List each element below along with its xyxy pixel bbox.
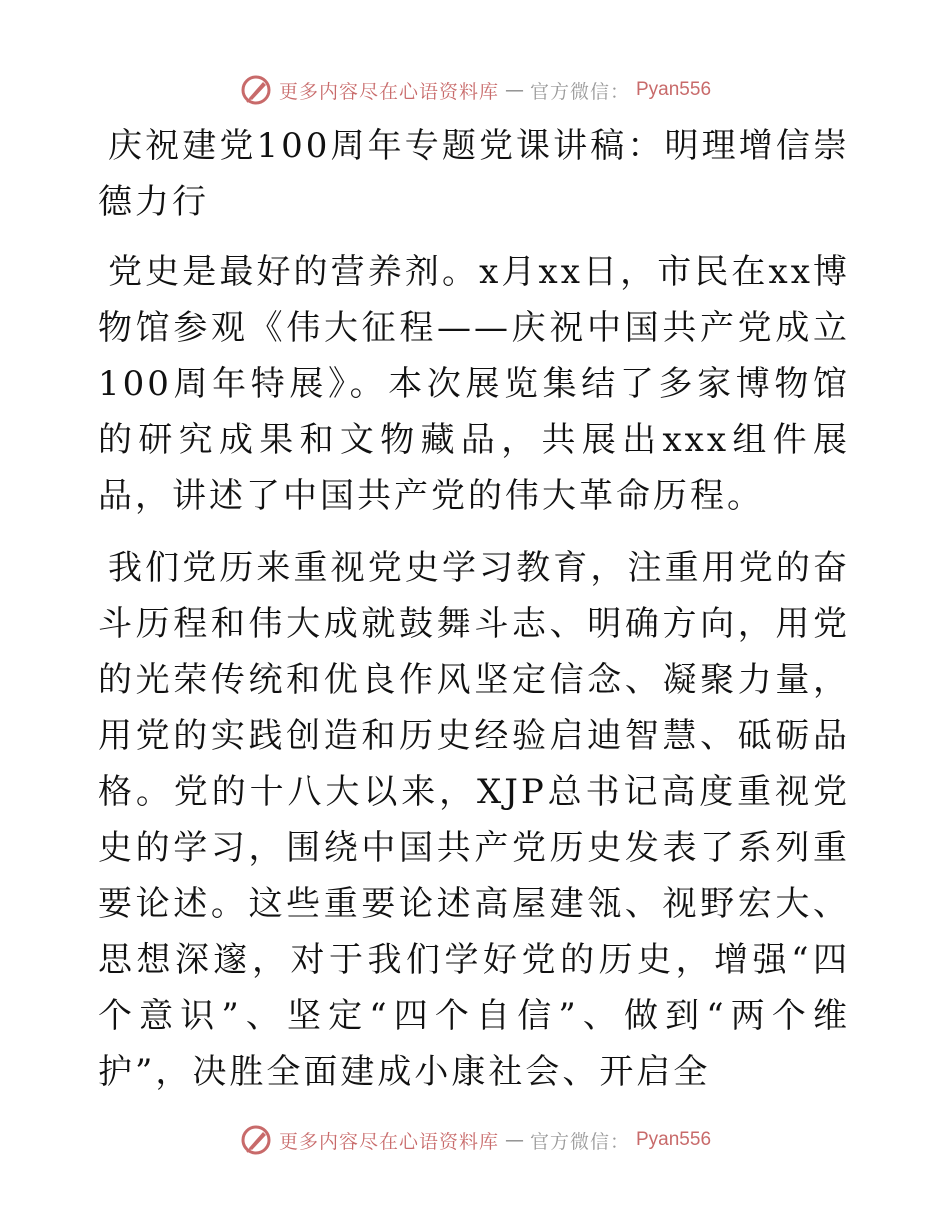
watermark-banner-bottom xyxy=(0,1122,950,1158)
watermark-wechat-id: Pyan556 xyxy=(636,79,712,100)
watermark-official-label: 官方微信： xyxy=(529,1130,630,1153)
watermark-text: 更多内容尽在心语资料库 xyxy=(278,80,499,103)
watermark-dash: — xyxy=(504,79,524,101)
quill-circle-logo-icon xyxy=(239,73,273,107)
watermark-dash: — xyxy=(504,1129,524,1151)
document-title: 庆祝建党100周年专题党课讲稿：明理增信崇德力行 xyxy=(98,126,850,222)
watermark-banner-top xyxy=(0,72,950,108)
paragraph-2: 我们党历来重视党史学习教育，注重用党的奋斗历程和伟大成就鼓舞斗志、明确方向，用党的光荣传统和优良作风坚定信念、凝聚力量，用党的实践创造和历史经验启迪智慧、砥砺品格。党的十八大以来，XJP总书记高度重视党史的学习，围绕中国共产党历史发表了系列重要论述。这些重要论述高屋建瓴、视野宏大、思想深邃，对于我们学好党的历史，增强“四个意识”、坚定“四个自信”、做到“两个维护”，决胜全面建成小康社会、开启全 xyxy=(98,548,850,1092)
watermark-text: 更多内容尽在心语资料库 xyxy=(278,1130,499,1153)
quill-circle-logo-icon xyxy=(239,1123,273,1157)
paragraph-1: 党史是最好的营养剂。x月xx日，市民在xx博物馆参观《伟大征程——庆祝中国共产党成立100周年特展》。本次展览集结了多家博物馆的研究成果和文物藏品，共展出xxx组件展品，讲述了中国共产党的伟大革命历程。 xyxy=(98,252,850,516)
watermark-wechat-id: Pyan556 xyxy=(636,1129,712,1150)
document-body xyxy=(98,118,850,1100)
watermark-official-label: 官方微信： xyxy=(529,80,630,103)
